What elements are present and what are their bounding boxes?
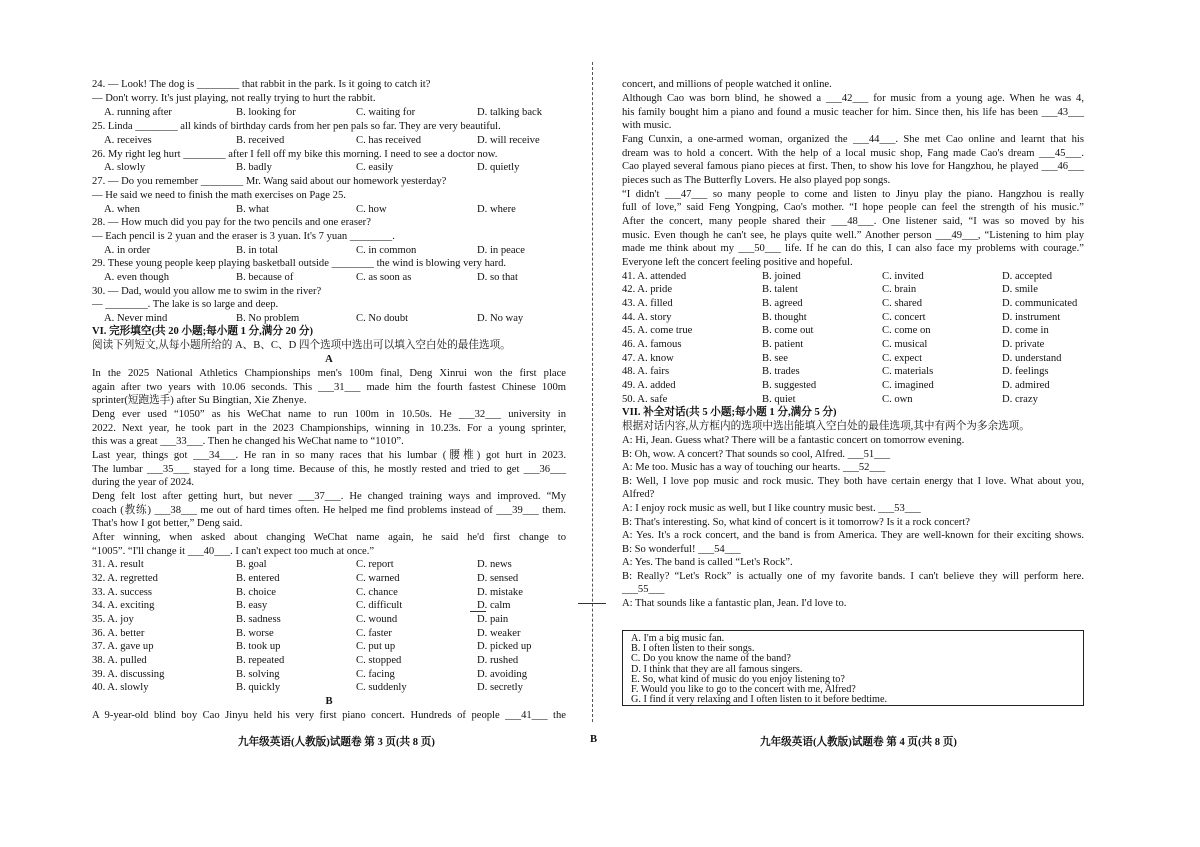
right-page-footer: 九年级英语(人教版)试题卷 第 4 页(共 8 页) [760,737,957,748]
passage-line: The lumbar ___35___ stayed for a long time. Because of this, he mostly rested and tried to get ___36___ [92,464,566,475]
dialog-options-box [622,630,1084,706]
passage-line: this was a great ___33___. Then he changed his WeChat name to “1010”. [92,436,404,447]
cloze-question-option-a: 48. A. fairs [622,366,670,377]
mc-question-option-b: B. what [236,204,269,215]
cloze-question-option-b: B. agreed [762,298,803,309]
passage-line: dream was to hold a concert. With the help of a local music shop, Fang made Cao's dream ___45___. [622,148,1084,159]
dialog-option: B. I often listen to their songs. [631,643,755,655]
passage-line: his family bought him a piano and found a music teacher for him. Since then, his life has been ___43___ [622,107,1084,118]
cloze-question-option-c: C. facing [356,669,395,680]
mc-question-option-d: D. No way [477,313,524,324]
passage-line: 2022. Next year, he took part in the 2023 Championships, winning in 10.23s. For a young sprinter, [92,423,566,434]
page-fold-divider [592,62,593,722]
dialog-line: A: Yes. It's a rock concert, and the band is from America. They are well-known for their exciting shows. [622,530,1084,541]
mc-question-option-c: C. easily [356,162,394,173]
cloze-question-option-d: D. understand [1002,353,1062,364]
mc-question-option-b: B. in total [236,245,279,256]
cloze-question-option-d: D. crazy [1002,394,1038,405]
mc-question-option-d: D. in peace [477,245,525,256]
mc-question-option-c: C. waiting for [356,107,416,118]
left-page-footer: 九年级英语(人教版)试题卷 第 3 页(共 8 页) [238,737,435,748]
passage-line: concert, and millions of people watched it online. [622,79,832,90]
passage-line: Everyone left the concert feeling positive and hopeful. [622,257,853,268]
center-tick-mark [578,603,606,604]
passage-label: B [325,696,333,707]
passage-line: coach (教练) ___38___ me out of hard times often. He helped me find problems instead of ___39___ them. [92,505,566,516]
cloze-question-option-b: B. quickly [236,682,281,693]
cloze-question-option-a: 36. A. better [92,628,145,639]
mc-question-option-c: C. No doubt [356,313,409,324]
cloze-question-option-c: C. wound [356,614,398,625]
cloze-question-option-a: 41. A. attended [622,271,687,282]
cloze-question-option-b: B. solving [236,669,280,680]
cloze-question-option-d: D. come in [1002,325,1049,336]
cloze-question-option-b: B. took up [236,641,281,652]
question-line: 26. My right leg hurt ________ after I fell off my bike this morning. I need to see a doctor now. [92,149,498,160]
cloze-question-option-b: B. talent [762,284,798,295]
question-line: 27. — Do you remember ________ Mr. Wang said about our homework yesterday? [92,176,447,187]
mc-question-option-c: C. as soon as [356,272,412,283]
cloze-question-option-a: 35. A. joy [92,614,134,625]
cloze-question-option-d: D. instrument [1002,312,1061,323]
cloze-question-option-a: 45. A. come true [622,325,693,336]
cloze-question-option-d: D. weaker [477,628,521,639]
cloze-question-option-a: 44. A. story [622,312,672,323]
cloze-question-option-c: C. faster [356,628,392,639]
cloze-question-option-a: 43. A. filled [622,298,673,309]
question-line: — He said we need to finish the math exercises on Page 25. [92,190,346,201]
passage-line: That's how I got better,” Deng said. [92,518,243,529]
dialog-option: D. I think that they are all famous singers. [631,663,803,675]
question-line: — ________. The lake is so large and deep. [92,299,279,310]
mc-question-option-c: C. in common [356,245,417,256]
mc-question-option-a: A. slowly [104,162,146,173]
mc-question-option-a: A. when [104,204,140,215]
mc-question-option-a: A. receives [104,135,152,146]
dialog-line: B: That's interesting. So, what kind of concert is it tomorrow? Is it a rock concert? [622,517,970,528]
cloze-question-option-c: C. expect [882,353,923,364]
cloze-question-option-b: B. sadness [236,614,281,625]
mc-question-option-a: A. even though [104,272,170,283]
cloze-question-option-d: D. feelings [1002,366,1049,377]
cloze-question-option-a: 34. A. exciting [92,600,155,611]
passage-line: sprinter(短跑选手) after Su Bingtian, Xie Zhenye. [92,395,307,406]
dialog-option: C. Do you know the name of the band? [631,653,791,665]
passage-line: After winning, when asked about changing WeChat name again, he said he'd first change to [92,532,566,543]
dialog-line: A: I enjoy rock music as well, but I like country music best. ___53___ [622,503,921,514]
passage-line: music. Even though he can't see, he plays quite well.” Another person ___49___, “Listening to him play [622,230,1084,241]
passage-line: during the year of 2024. [92,477,195,488]
cloze-question-option-c: C. brain [882,284,917,295]
cloze-question-option-a: 39. A. discussing [92,669,165,680]
mc-question-option-d: D. will receive [477,135,540,146]
cloze-question-option-d: D. mistake [477,587,523,598]
cloze-question-option-a: 49. A. added [622,380,676,391]
cloze-question-option-b: B. choice [236,587,277,598]
cloze-question-option-d: D. picked up [477,641,532,652]
cloze-question-option-d: D. pain [477,614,509,625]
cloze-question-option-c: C. suddenly [356,682,407,693]
passage-line: pieces such as The Butterfly Lovers. He also played pop songs. [622,175,891,186]
passage-line: Cao played several famous piano pieces at first. Then, to show his love for Hangzhou, he played ___46___ [622,161,1084,172]
cloze-question-option-a: 32. A. regretted [92,573,158,584]
passage-line: Deng ever used “1050” as his WeChat name to run 100m in 10.50s. He ___32___ university in [92,409,566,420]
mc-question-option-d: D. talking back [477,107,543,118]
cloze-question-option-c: C. shared [882,298,923,309]
question-line: 30. — Dad, would you allow me to swim in the river? [92,286,322,297]
dialog-line: B: So wonderful! ___54___ [622,544,741,555]
dialog-line: A: That sounds like a fantastic plan, Jean. I'd love to. [622,598,847,609]
mc-question-option-d: D. where [477,204,516,215]
question-line: 25. Linda ________ all kinds of birthday cards from her pen pals so far. They are very beautiful. [92,121,501,132]
cloze-question-option-b: B. trades [762,366,800,377]
mc-question-option-d: D. so that [477,272,518,283]
cloze-question-option-a: 47. A. know [622,353,674,364]
cloze-question-option-d: D. news [477,559,512,570]
passage-line: Fang Cunxin, a one-armed woman, organized the ___44___. She met Cao online and learnt that his [622,134,1084,145]
dialog-line: A: Yes. The band is called “Let's Rock”. [622,557,793,568]
cloze-question-option-c: C. come on [882,325,931,336]
passage-line: After the concert, many people shared their ___48___. One listener said, “I was so moved by his [622,216,1084,227]
cloze-question-option-b: B. entered [236,573,280,584]
cloze-question-option-b: B. joined [762,271,801,282]
dialog-line: ___55___ [622,584,665,595]
cloze-question-option-c: C. concert [882,312,926,323]
dialog-line: Alfred? [622,489,655,500]
cloze-question-option-d: D. secretly [477,682,523,693]
cloze-question-option-c: C. materials [882,366,934,377]
passage-line: “1005”. “I'll change it ___40___. I can't expect too much at once.” [92,546,375,557]
mc-question-option-b: B. badly [236,162,272,173]
dialog-option: A. I'm a big music fan. [631,633,725,644]
dialog-line: A: Hi, Jean. Guess what? There will be a fantastic concert on tomorrow evening. [622,435,965,446]
mc-question-option-b: B. received [236,135,285,146]
mc-question-option-c: C. how [356,204,387,215]
dialog-line: A: Me too. Music has a way of touching our hearts. ___52___ [622,462,886,473]
passage-line: Deng felt lost after getting hurt, but never ___37___. He changed training ways and improved. “My [92,491,566,502]
passage-line: “I didn't ___47___ so many people to come and listen to Jinyu play the piano. Hangzhou is really [622,189,1084,200]
passage-line: with music. [622,120,672,131]
cloze-question-option-c: C. stopped [356,655,402,666]
question-line: 24. — Look! The dog is ________ that rabbit in the park. Is it going to catch it? [92,79,431,90]
cloze-question-option-c: C. musical [882,339,928,350]
dialog-line: B: Really? “Let's Rock” is actually one of my favorite bands. I can't believe they will perform here. [622,571,1084,582]
cloze-question-option-c: C. warned [356,573,400,584]
dialog-line: B: Oh, wow. A concert? That sounds so cool, Alfred. ___51___ [622,449,891,460]
passage-line: full of love,” said Feng Yongping, Cao's mother. “I hope people can feel the strength of his music.” [622,202,1084,213]
cloze-question-option-d: D. accepted [1002,271,1052,282]
cloze-question-option-d: D. avoiding [477,669,528,680]
cloze-question-option-a: 31. A. result [92,559,144,570]
cloze-question-option-b: B. patient [762,339,804,350]
passage-line: A 9-year-old blind boy Cao Jinyu held his very first piano concert. Hundreds of people ___41___ the [92,710,566,721]
cloze-question-option-a: 42. A. pride [622,284,673,295]
cloze-question-option-d: D. admired [1002,380,1050,391]
cloze-question-option-b: B. easy [236,600,268,611]
section-title: VII. 补全对话(共 5 小题;每小题 1 分,满分 5 分) [622,407,837,418]
cloze-question-option-b: B. suggested [762,380,817,391]
section-instructions: 阅读下列短文,从每小题所给的 A、B、C、D 四个选项中选出可以填入空白处的最佳选项。 [92,340,511,351]
mc-question-option-a: A. running after [104,107,172,118]
cloze-question-option-c: C. invited [882,271,924,282]
section-instructions: 根据对话内容,从方框内的选项中选出能填入空白处的最佳选项,其中有两个为多余选项。 [622,421,1030,432]
cloze-question-option-d: D. calm [477,600,511,611]
question-line: 28. — How much did you pay for the two pencils and one eraser? [92,217,371,228]
passage-line: In the 2025 National Athletics Championships men's 100m final, Deng Xinrui won the first place [92,368,566,379]
mc-question-option-b: B. No problem [236,313,300,324]
cloze-question-option-b: B. repeated [236,655,285,666]
center-mark: B [590,734,598,745]
cloze-question-option-c: C. own [882,394,913,405]
cloze-question-option-b: B. come out [762,325,814,336]
cloze-question-option-a: 40. A. slowly [92,682,149,693]
cloze-question-option-d: D. sensed [477,573,519,584]
question-line: 29. These young people keep playing basketball outside ________ the wind is blowing very hard. [92,258,507,269]
mc-question-option-a: A. in order [104,245,151,256]
cloze-question-option-d: D. private [1002,339,1045,350]
cloze-question-option-b: B. worse [236,628,274,639]
cloze-question-option-a: 38. A. pulled [92,655,147,666]
dialog-option: F. Would you like to go to the concert with me, Alfred? [631,684,856,695]
cloze-question-option-b: B. thought [762,312,807,323]
dialog-line: B: Well, I love pop music and rock music. They both have certain energy that I love. What about you, [622,476,1084,487]
cloze-question-option-a: 46. A. famous [622,339,682,350]
dialog-option: E. So, what kind of music do you enjoy listening to? [631,673,845,685]
cloze-question-option-c: C. imagined [882,380,934,391]
mc-question-option-c: C. has received [356,135,422,146]
cloze-question-option-d: D. rushed [477,655,519,666]
mc-question-option-b: B. because of [236,272,294,283]
cloze-question-option-d: D. smile [1002,284,1038,295]
dialog-option: G. I find it very relaxing and I often listen to it before bedtime. [631,694,888,706]
passage-line: made me think about my ___50___ life. If he can do this, I can also face my problems with courage.” [622,243,1084,254]
cloze-question-option-b: B. goal [236,559,267,570]
cloze-question-option-c: C. chance [356,587,398,598]
passage-line: Although Cao was born blind, he showed a ___42___ for music from a young age. When he was 4, [622,93,1084,104]
mc-question-option-d: D. quietly [477,162,520,173]
mc-question-option-b: B. looking for [236,107,296,118]
passage-line: Last year, things got ___34___. He ran in so many races that his lumbar (腰椎) got hurt in 2023. [92,450,566,461]
mc-question-option-a: A. Never mind [104,313,168,324]
cloze-question-option-a: 33. A. success [92,587,153,598]
cloze-question-option-a: 50. A. safe [622,394,668,405]
cloze-question-option-b: B. quiet [762,394,796,405]
question-line: — Don't worry. It's just playing, not really trying to hurt the rabbit. [92,93,376,104]
section-title: VI. 完形填空(共 20 小题;每小题 1 分,满分 20 分) [92,326,313,337]
question-line: — Each pencil is 2 yuan and the eraser is 3 yuan. It's 7 yuan ________. [92,231,395,242]
passage-line: again after two years with 10.06 seconds. This ___31___ made him the fourth fastest Chinese 100m [92,382,566,393]
cloze-question-option-c: C. difficult [356,600,403,611]
cloze-question-option-b: B. see [762,353,788,364]
cloze-question-option-d: D. communicated [1002,298,1078,309]
cloze-question-option-a: 37. A. gave up [92,641,154,652]
cloze-question-option-c: C. report [356,559,394,570]
cloze-question-option-c: C. put up [356,641,396,652]
passage-label: A [325,354,333,365]
